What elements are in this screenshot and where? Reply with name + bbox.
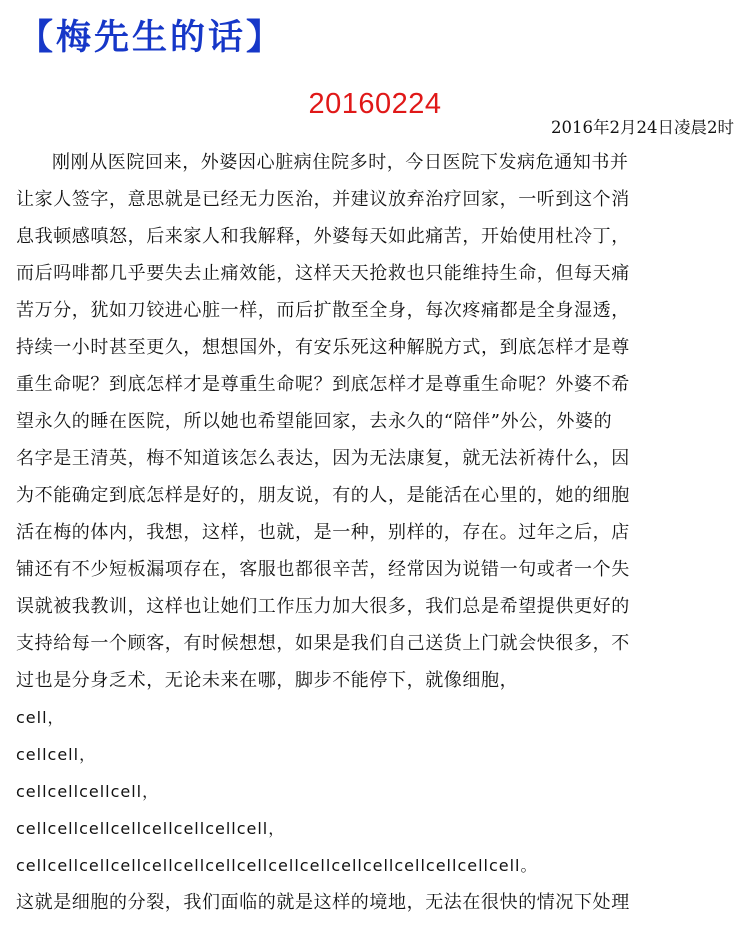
paragraph-line: cellcellcellcellcellcellcellcell，: [16, 819, 286, 838]
paragraph-line: 而后吗啡都几乎要失去止痛效能，这样天天抢救也只能维持生命，但每天痛: [16, 263, 630, 284]
paragraph-line: cellcellcellcell，: [16, 782, 160, 801]
paragraph-line: 让家人签字，意思就是已经无力医治，并建议放弃治疗回家，一听到这个消: [16, 189, 630, 210]
post-date-heading: 20160224: [308, 88, 442, 120]
paragraph-line: 误就被我教训，这样也让她们工作压力加大很多，我们总是希望提供更好的: [16, 596, 630, 617]
paragraph-line: 支持给每一个顾客，有时候想想，如果是我们自己送货上门就会快很多，不: [16, 633, 630, 654]
paragraph-line: 持续一小时甚至更久，想想国外，有安乐死这种解脱方式，到底怎样才是尊: [16, 337, 630, 358]
page-header-title: 【梅先生的话】: [18, 18, 285, 58]
paragraph-line: 这就是细胞的分裂，我们面临的就是这样的境地，无法在很快的情况下处理: [16, 892, 630, 913]
paragraph-line: 铺还有不少短板漏项存在，客服也都很辛苦，经常因为说错一句或者一个失: [16, 559, 630, 580]
paragraph-line: 苦万分，犹如刀铰进心脏一样，而后扩散至全身，每次疼痛都是全身湿透，: [16, 300, 630, 321]
paragraph-line: 名字是王清英，梅不知道该怎么表达，因为无法康复，就无法祈祷什么，因: [16, 448, 630, 469]
paragraph-line: 活在梅的体内，我想，这样，也就，是一种，别样的，存在。过年之后，店: [16, 522, 630, 543]
paragraph-line: cellcell，: [16, 745, 97, 764]
paragraph-line: 刚刚从医院回来，外婆因心脏病住院多时，今日医院下发病危通知书并: [52, 152, 629, 173]
paragraph-line: 为不能确定到底怎样是好的，朋友说，有的人，是能活在心里的，她的细胞: [16, 485, 630, 506]
paragraph-line: 重生命呢？到底怎样才是尊重生命呢？到底怎样才是尊重生命呢？外婆不希: [16, 374, 630, 395]
paragraph-line: 望永久的睡在医院，所以她也希望能回家，去永久的“陪伴”外公，外婆的: [16, 411, 613, 432]
paragraph-line: cellcellcellcellcellcellcellcellcellcellcellcellcellcellcellcell。: [16, 856, 538, 875]
paragraph-line: cell，: [16, 708, 65, 727]
post-datetime: 2016年2月24日凌晨2时: [551, 118, 734, 137]
paragraph-line: 过也是分身乏术，无论未来在哪，脚步不能停下，就像细胞，: [16, 670, 519, 691]
paragraph-line: 息我顿感嗔怒，后来家人和我解释，外婆每天如此痛苦，开始使用杜冷丁，: [16, 226, 630, 247]
